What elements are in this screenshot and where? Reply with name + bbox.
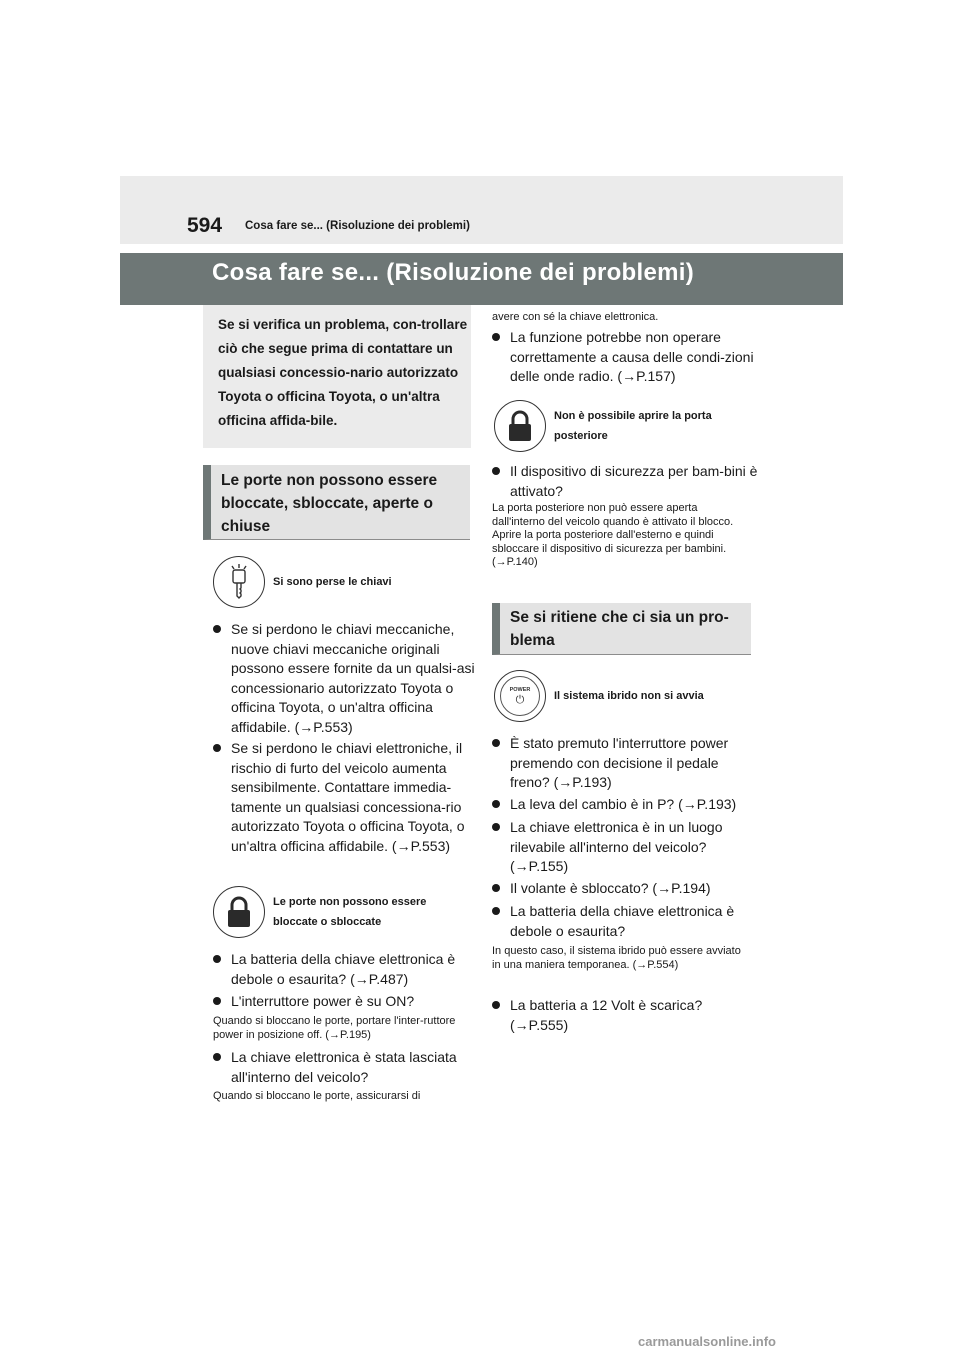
bullet-steering-unlocked: Il volante è sbloccato? (→P.194) [492, 879, 760, 899]
bullet-shift-lever: La leva del cambio è in P? (→P.193) [492, 795, 760, 815]
bullet-12v-battery: La batteria a 12 Volt è scarica? (→P.555) [492, 996, 760, 1035]
topic-doors-lock-label: Le porte non possono essere bloccate o sbloccate [273, 896, 427, 928]
topic-doors-lock [213, 886, 463, 938]
topic-rear-door-label: Non è possibile aprire la porta posteriore [554, 410, 712, 442]
bullet-power-switch: L'interruttore power è su ON? [213, 992, 483, 1012]
power-button-text: POWER [509, 686, 531, 693]
page-number: 594 [187, 214, 223, 237]
topic-rear-door [494, 400, 754, 452]
lock-icon [213, 886, 265, 938]
bullet-key-detectable: La chiave elettronica è in un luogo rilevabile all'interno del veicolo? (→P.155) [492, 818, 760, 877]
key-icon [213, 556, 265, 608]
bullet-lost-electronic-keys: Se si perdono le chiavi elettroniche, il rischio di furto del veicolo aumenta sensibilmente. Contattare immedia-tamente un qualsiasi concessiona-rio autorizzato Toyota o officina Toyota, o un'altra officina affidabile. (→P.553) [213, 739, 483, 856]
power-button-icon: POWER ⏻ [494, 670, 546, 722]
bullet-lost-mechanical-keys: Se si perdono le chiavi meccaniche, nuove chiavi meccaniche originali possono essere fornite da un qualsi-asi concessionario autorizzato Toyota o officina Toyota, o un'altra officina affidabile. (→P.553) [213, 620, 483, 737]
section-heading-problem-text: Se si ritiene che ci sia un pro-blema [510, 609, 729, 649]
intro-text: Se si verifica un problema, con-trollare ciò che segue prima di contattare un qualsiasi concessio-nario autorizzato Toyota o officina Toyota, o un'altra officina affida-bile. [218, 317, 468, 428]
watermark: carmanualsonline.info [638, 1334, 776, 1349]
bullet-brake-pedal: È stato premuto l'interruttore power premendo con decisione il pedale freno? (→P.193) [492, 734, 760, 793]
bullet-key-battery: La batteria della chiave elettronica è debole o esaurita? (→P.487) [213, 950, 483, 989]
header-bar [120, 176, 843, 244]
note-temporary-start: In questo caso, il sistema ibrido può essere avviato in una maniera temporanea. (→P.554) [492, 945, 741, 971]
section-heading-doors [203, 465, 470, 540]
bullet-key-left-inside: La chiave elettronica è stata lasciata all'interno del veicolo? [213, 1048, 483, 1087]
running-head: Cosa fare se... (Risoluzione dei problemi) [245, 220, 470, 232]
topic-hybrid-start-label: Il sistema ibrido non si avvia [554, 690, 704, 702]
topic-lost-keys-label: Si sono perse le chiavi [273, 576, 392, 588]
note-continued: avere con sé la chiave elettronica. [492, 311, 659, 323]
bullet-child-lock: Il dispositivo di sicurezza per bam-bini è attivato? [492, 462, 760, 501]
page-title: Cosa fare se... (Risoluzione dei problemi) [212, 259, 695, 286]
section-heading-problem [492, 603, 751, 655]
lock-icon [494, 400, 546, 452]
note-carry-key: Quando si bloccano le porte, assicurarsi di [213, 1090, 421, 1102]
bullet-key-battery-low: La batteria della chiave elettronica è debole o esaurita? [492, 902, 760, 941]
topic-lost-keys [213, 556, 453, 608]
bullet-radio-waves: La funzione potrebbe non operare correttamente a causa delle condi-zioni delle onde radio. (→P.157) [492, 328, 760, 387]
topic-hybrid-start [494, 670, 754, 722]
note-child-lock: La porta posteriore non può essere aperta dall'interno del veicolo quando è attivato il blocco. Aprire la porta posteriore dall'esterno e quindi sbloccare il dispositivo di sicurezza per bambini. (→P.140) [492, 502, 734, 568]
note-power-off: Quando si bloccano le porte, portare l'inter-ruttore power in posizione off. (→P.195) [213, 1015, 456, 1041]
section-heading-doors-text: Le porte non possono essere bloccate, sbloccate, aperte o chiuse [221, 472, 438, 535]
